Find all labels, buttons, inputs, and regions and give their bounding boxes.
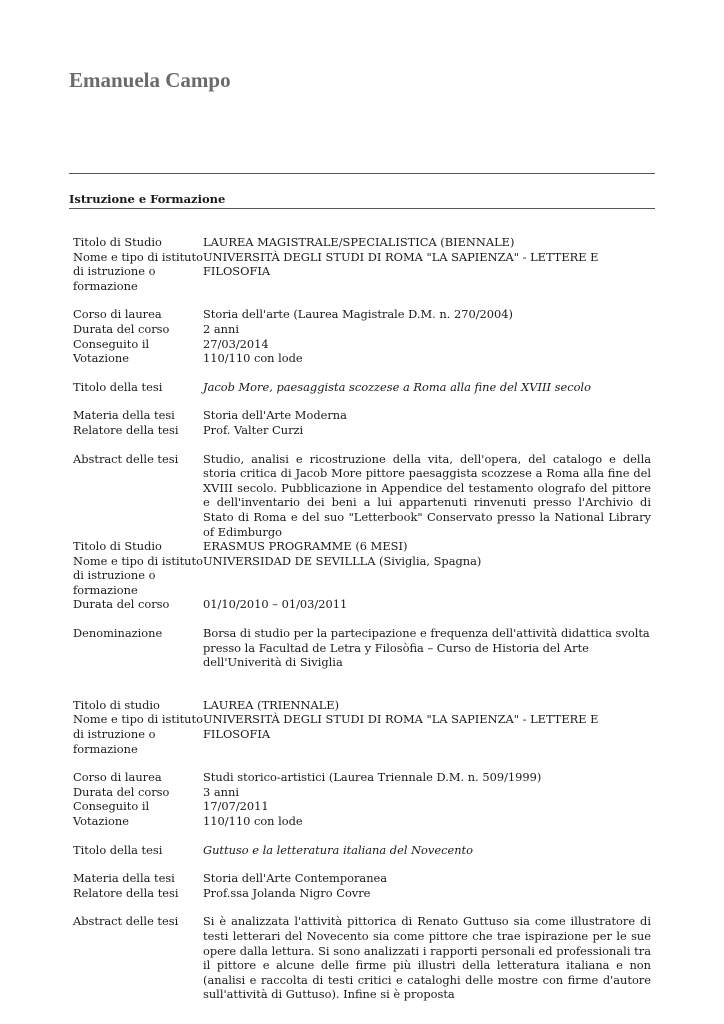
education-list [73,235,651,1002]
cv-row [73,322,651,337]
field-label: Materia della tesi [73,408,175,423]
cv-entry [73,235,651,293]
cv-row [73,626,651,670]
cv-entry [73,871,651,900]
field-label: Nome e tipo di istituto di istruzione o formazione [73,553,203,597]
cv-entry [73,452,651,540]
field-value: Studio, analisi e ricostruzione della vita, dell'opera, del catalogo e della storia critica di Jacob More pittore paesaggista scozzese a Roma alla fine del XVIII secolo. Pubblicazione in Appendice del testamento olografo del pittore e dell'inventario dei beni a lui appartenuti rinvenuti presso l'Archivio di Stato di Roma e del suo "Letterbook" Conservato presso la National Library of Edimburgo [203,451,651,539]
field-label: Materia della tesi [73,871,175,886]
cv-entry [73,914,651,1002]
cv-entry [73,380,651,395]
field-value: UNIVERSITÀ DEGLI STUDI DI ROMA "LA SAPIENZA" - LETTERE E FILOSOFIA [203,249,599,279]
field-value: 110/110 con lode [203,351,303,366]
field-value: Guttuso e la letteratura italiana del Novecento [203,842,473,857]
cv-row [73,337,651,352]
field-label: Durata del corso [73,597,170,612]
field-label: Conseguito il [73,799,150,814]
field-value: Borsa di studio per la partecipazione e frequenza dell'attività didattica svolta presso la Facultad de Letra y Filosòfia – Curso de Historia del Arte dell'Univerità di Siviglia [203,626,650,670]
cv-entry [73,626,651,670]
section-divider [69,208,655,209]
cv-row [73,423,651,438]
field-value: Jacob More, paesaggista scozzese a Roma alla fine del XVIII secolo [203,379,591,394]
field-value: ERASMUS PROGRAMME (6 MESI) [203,539,408,554]
field-label: Titolo della tesi [73,842,163,857]
cv-row [73,351,651,366]
field-label: Abstract delle tesi [73,914,179,929]
cv-row [73,452,651,540]
cv-row [73,554,651,598]
field-value: Storia dell'Arte Moderna [203,408,347,423]
field-value: Storia dell'Arte Contemporanea [203,871,388,886]
field-label: Votazione [73,351,129,366]
field-value: 27/03/2014 [203,336,269,351]
cv-row [73,914,651,1002]
cv-row [73,235,651,250]
field-label: Titolo della tesi [73,379,163,394]
section-title: Istruzione e Formazione [69,192,226,206]
cv-row [73,597,651,612]
field-value: Storia dell'arte (Laurea Magistrale D.M. n. 270/2004) [203,307,513,322]
field-label: Titolo di Studio [73,539,162,554]
field-label: Nome e tipo di istituto di istruzione o formazione [73,712,203,756]
cv-entry [73,307,651,365]
field-value: UNIVERSITÀ DEGLI STUDI DI ROMA "LA SAPIENZA" - LETTERE E FILOSOFIA [203,712,599,742]
cv-row [73,886,651,901]
cv-row [73,250,651,294]
field-value: 3 anni [203,784,239,799]
field-label: Durata del corso [73,784,170,799]
field-value: LAUREA (TRIENNALE) [203,697,340,712]
field-label: Abstract delle tesi [73,451,179,466]
field-value: Studi storico-artistici (Laurea Triennale D.M. n. 509/1999) [203,770,542,785]
field-label: Nome e tipo di istituto di istruzione o formazione [73,249,203,293]
cv-row [73,785,651,800]
cv-entry [73,698,651,756]
field-value: 110/110 con lode [203,814,303,828]
cv-row [73,814,651,829]
cv-entry [73,843,651,858]
field-value: LAUREA MAGISTRALE/SPECIALISTICA (BIENNALE) [203,235,515,249]
cv-entry [73,539,651,612]
field-label: Durata del corso [73,321,170,336]
cv-row [73,712,651,756]
field-value: 2 anni [203,321,239,336]
cv-row [73,698,651,713]
cv-row [73,380,651,395]
field-label: Corso di laurea [73,307,162,322]
field-label: Relatore della tesi [73,422,179,437]
cv-row [73,539,651,554]
field-label: Conseguito il [73,336,150,351]
field-value: Si è analizzata l'attività pittorica di Renato Guttuso sia come illustratore di testi letterari del Novecento sia come pittore che trae ispirazione per le sue opere dalla lettura. Si sono analizzati i rapporti personali ed professionali tra il pittore e alcune delle firme più illustri della letteratura italiana e non (analisi e raccolta di testi critici e cataloghi delle mostre con firme d'autore sull'attività di Guttuso). Infine si è proposta [203,914,651,1002]
cv-row [73,307,651,322]
cv-entry [73,408,651,437]
field-label: Votazione [73,814,129,828]
field-label: Corso di laurea [73,770,162,785]
cv-row [73,871,651,886]
cv-name: Emanuela Campo [69,68,231,92]
cv-row [73,770,651,785]
cv-row [73,843,651,858]
field-value: Prof. Valter Curzi [203,422,304,437]
field-label: Titolo di Studio [73,235,162,249]
field-value: UNIVERSIDAD DE SEVILLLA (Siviglia, Spagna) [203,553,482,568]
field-value: 17/07/2011 [203,799,269,814]
field-value: Prof.ssa Jolanda Nigro Covre [203,885,371,900]
field-label: Denominazione [73,626,163,641]
field-label: Relatore della tesi [73,885,179,900]
header-divider [69,173,655,174]
cv-entry [73,770,651,828]
cv-row [73,799,651,814]
field-label: Titolo di studio [73,697,160,712]
field-value: 01/10/2010 – 01/03/2011 [203,597,348,612]
cv-row [73,408,651,423]
